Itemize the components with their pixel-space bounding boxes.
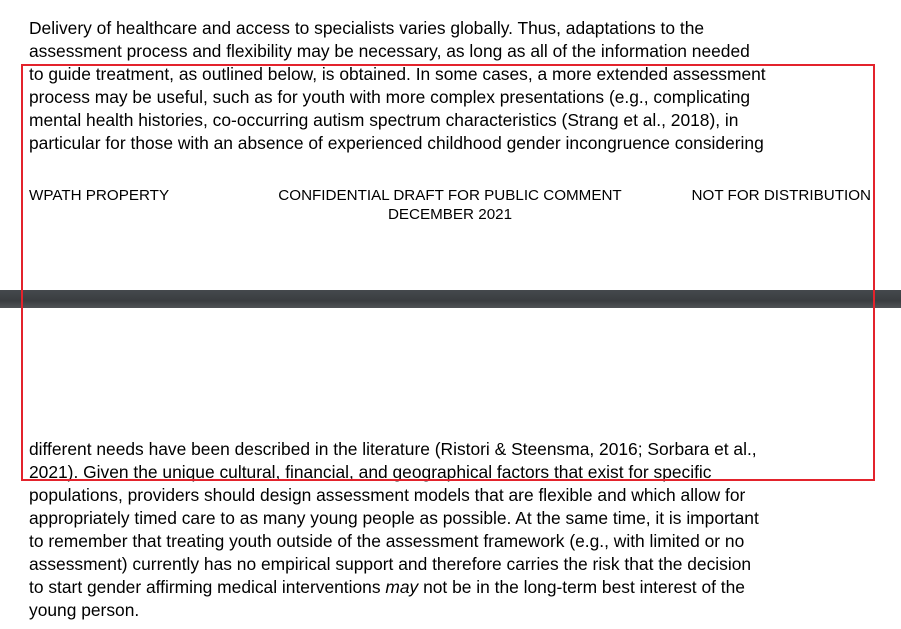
text-run: to start gender affirming medical interventions (29, 577, 386, 597)
text-run: not be in the long-term best interest of the (418, 577, 745, 597)
document-page-bottom (0, 308, 901, 629)
paragraph-line: young person. (29, 600, 140, 620)
paragraph-line: appropriately timed care to as many young people as possible. At the same time, it is important (29, 508, 759, 528)
paragraph-line: 2021). Given the unique cultural, financial, and geographical factors that exist for specific (29, 462, 712, 482)
footer-property-label: WPATH PROPERTY (29, 187, 170, 204)
paragraph-line: to remember that treating youth outside of the assessment framework (e.g., with limited or no (29, 531, 745, 551)
page-separator (0, 290, 901, 308)
paragraph-line: process may be useful, such as for youth with more complex presentations (e.g., complicating (29, 87, 751, 107)
paragraph-line: populations, providers should design assessment models that are flexible and which allow for (29, 485, 746, 505)
paragraph-line: assessment process and flexibility may be necessary, as long as all of the information needed (29, 41, 750, 61)
paragraph-line: different needs have been described in the literature (Ristori & Steensma, 2016; Sorbara et al., (29, 439, 757, 459)
paragraph-line: assessment) currently has no empirical support and therefore carries the risk that the decision (29, 554, 752, 574)
paragraph-line: particular for those with an absence of experienced childhood gender incongruence considering (29, 133, 764, 153)
paragraph-line: mental health histories, co-occurring autism spectrum characteristics (Strang et al., 2018), in (29, 110, 739, 130)
emphasis-word: may (385, 577, 419, 597)
footer-distribution-label: NOT FOR DISTRIBUTION (691, 187, 871, 204)
footer-date: DECEMBER 2021 (387, 206, 513, 223)
paragraph-line: to guide treatment, as outlined below, is obtained. In some cases, a more extended assessment (29, 64, 766, 84)
document-page-top (0, 0, 901, 290)
footer-draft-label: CONFIDENTIAL DRAFT FOR PUBLIC COMMENT (278, 187, 622, 204)
paragraph-line: Delivery of healthcare and access to specialists varies globally. Thus, adaptations to the (29, 18, 705, 38)
paragraph-line-italic (29, 576, 745, 599)
